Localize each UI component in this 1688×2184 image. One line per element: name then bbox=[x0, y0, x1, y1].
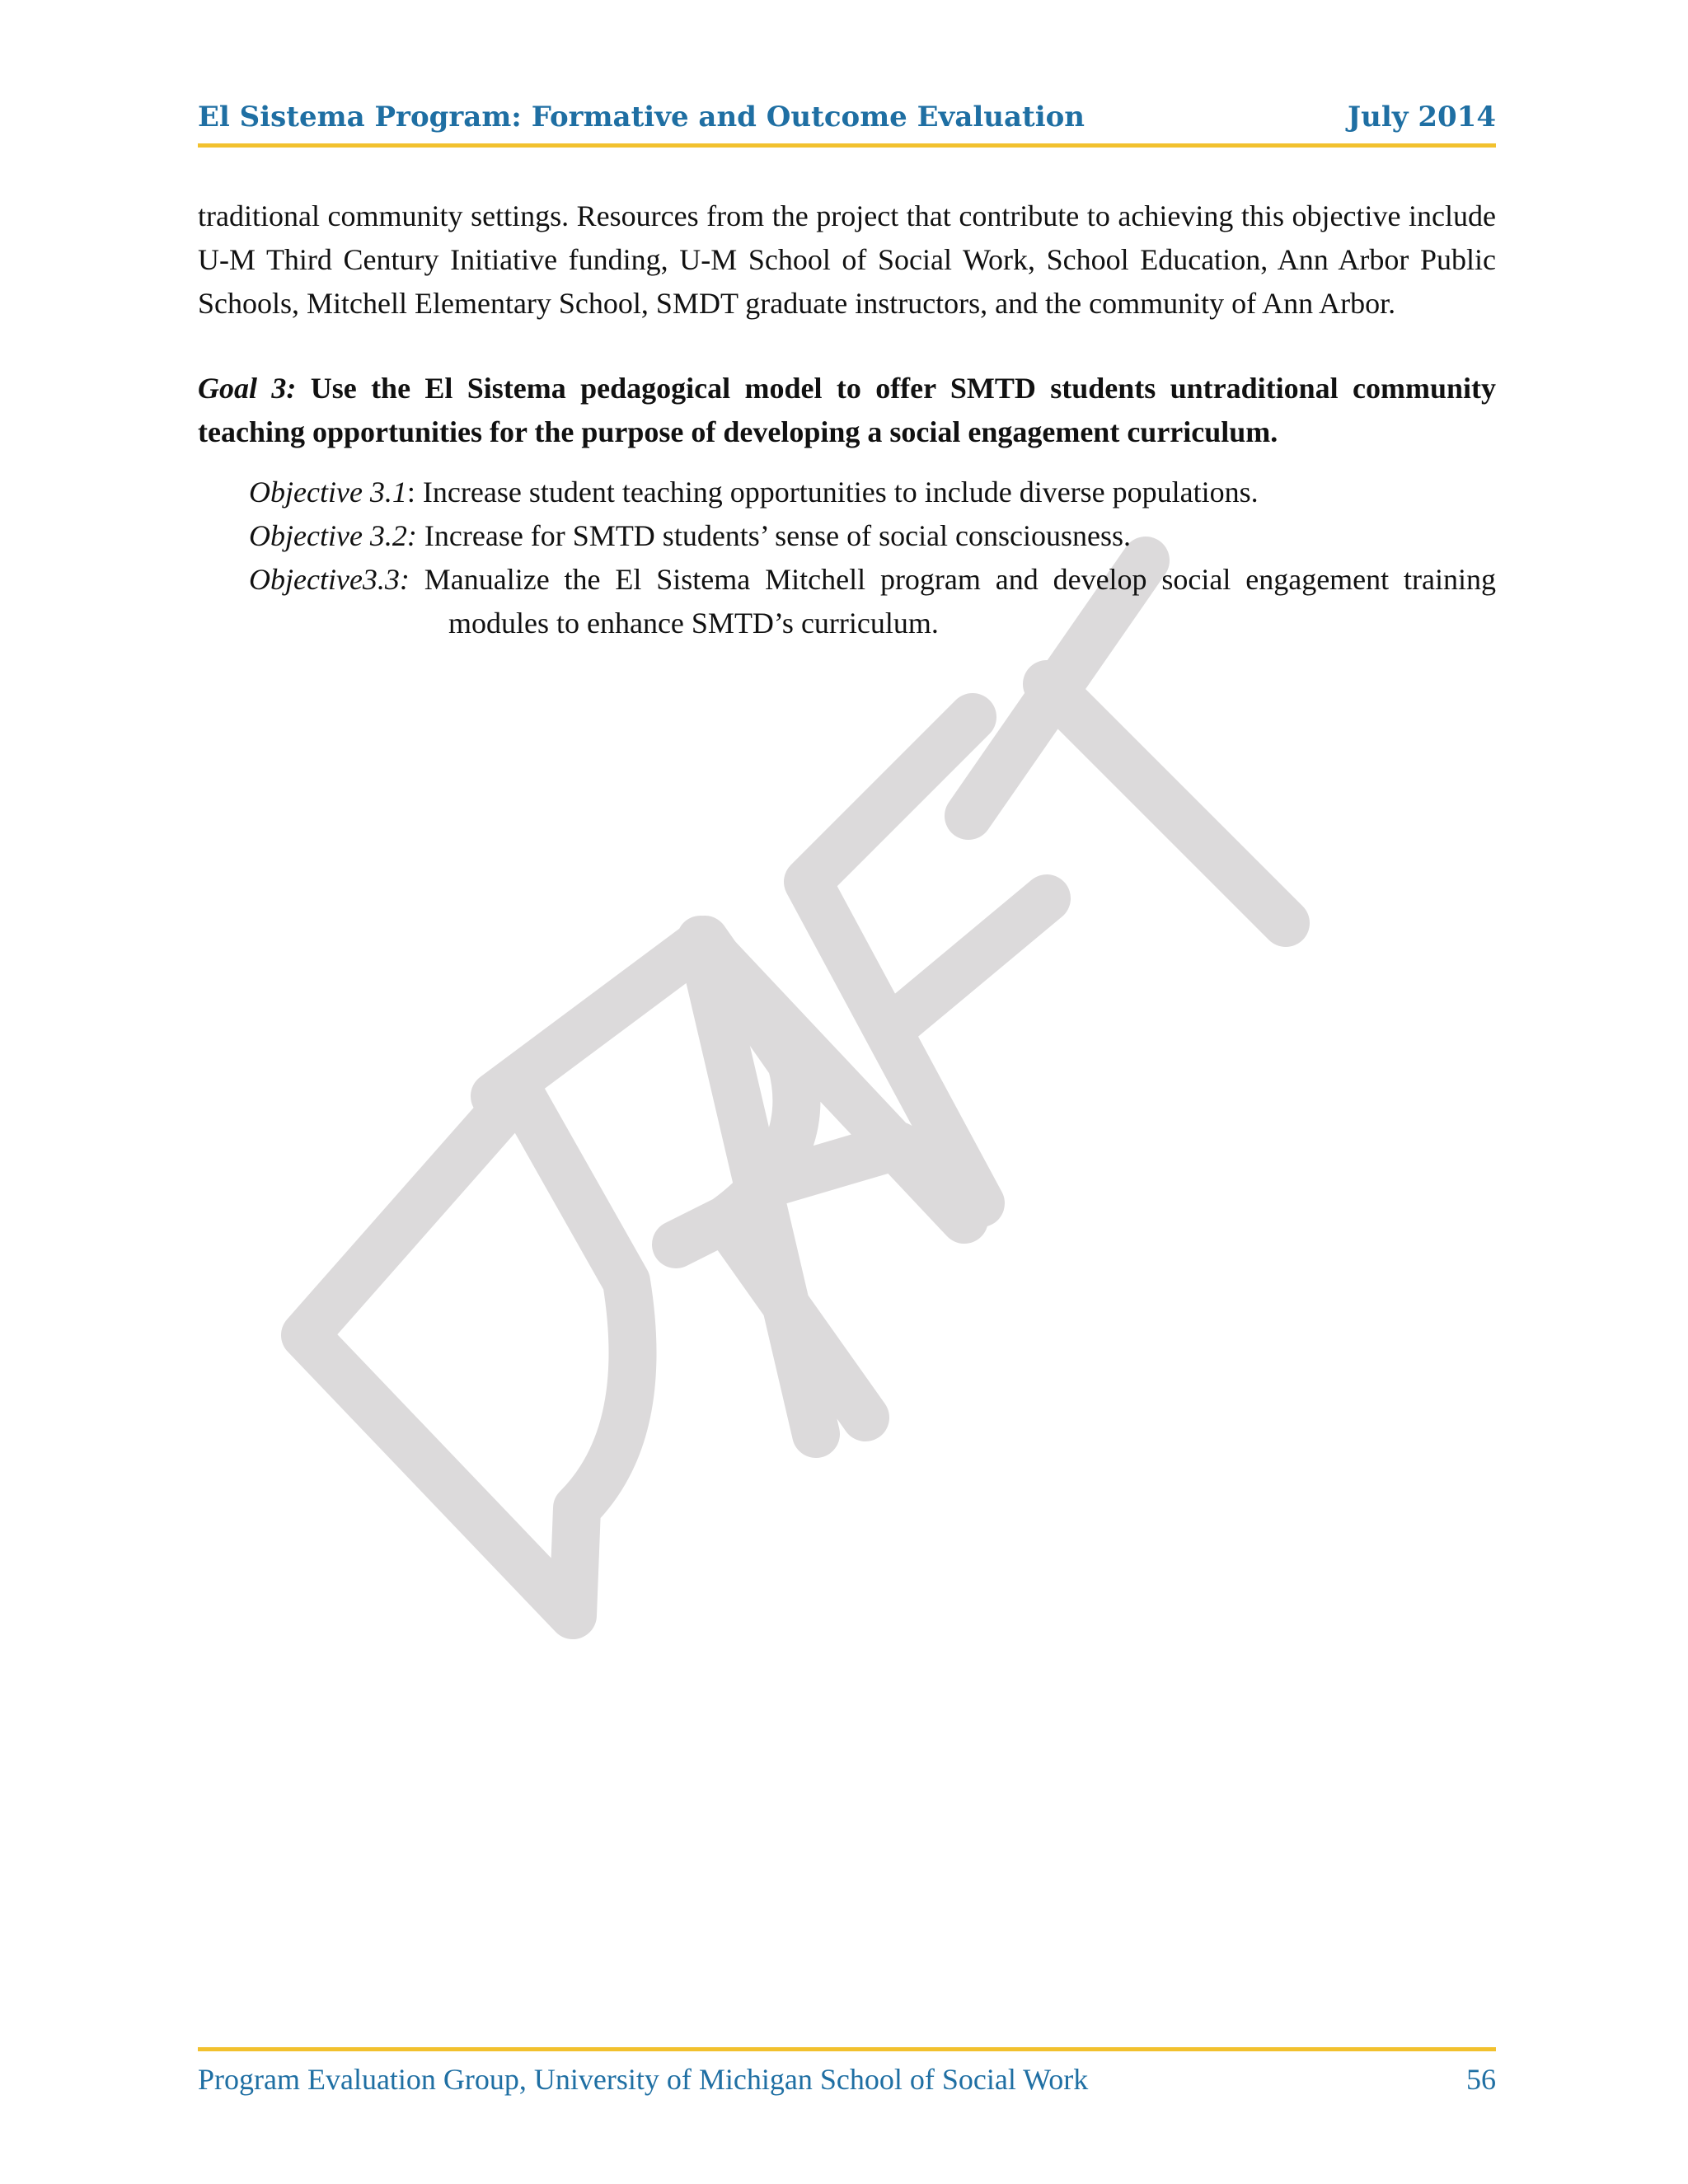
objective-3-2 bbox=[249, 514, 1496, 558]
objective-text: : Increase student teaching opportunities to include diverse populations. bbox=[406, 476, 1259, 509]
objective-text: Increase for SMTD students’ sense of social consciousness. bbox=[416, 519, 1132, 552]
objective-3-1 bbox=[249, 471, 1496, 514]
objectives-list bbox=[249, 471, 1496, 645]
objective-label: Objective3.3: bbox=[249, 563, 410, 596]
page-number: 56 bbox=[1466, 2063, 1496, 2096]
footer-organization: Program Evaluation Group, University of Michigan School of Social Work bbox=[198, 2063, 1089, 2096]
objective-text: Manualize the El Sistema Mitchell program and develop social engagement training modules to enhance SMTD’s curriculum. bbox=[409, 563, 1496, 640]
objective-3-3 bbox=[249, 558, 1496, 645]
main-content bbox=[198, 194, 1496, 645]
objective-label: Objective 3.1 bbox=[249, 476, 407, 509]
goal-label: Goal 3: bbox=[198, 372, 297, 405]
goal-3 bbox=[198, 367, 1496, 454]
header-title: El Sistema Program: Formative and Outcome Evaluation bbox=[198, 101, 1085, 134]
body-paragraph: traditional community settings. Resources from the project that contribute to achieving this objective include U-M Third Century Initiative funding, U-M School of Social Work, School Education, Ann Arbor Public Schools, Mitchell Elementary School, SMDT graduate instructors, and the community of Ann Arbor. bbox=[198, 199, 1496, 320]
goal-text: Use the El Sistema pedagogical model to offer SMTD students untraditional community teaching opportunities for the purpose of developing a social engagement curriculum. bbox=[198, 372, 1496, 448]
page-header bbox=[198, 97, 1496, 148]
page-footer bbox=[198, 2047, 1496, 2109]
objective-label: Objective 3.2: bbox=[249, 519, 417, 552]
header-date: July 2014 bbox=[1348, 101, 1496, 134]
